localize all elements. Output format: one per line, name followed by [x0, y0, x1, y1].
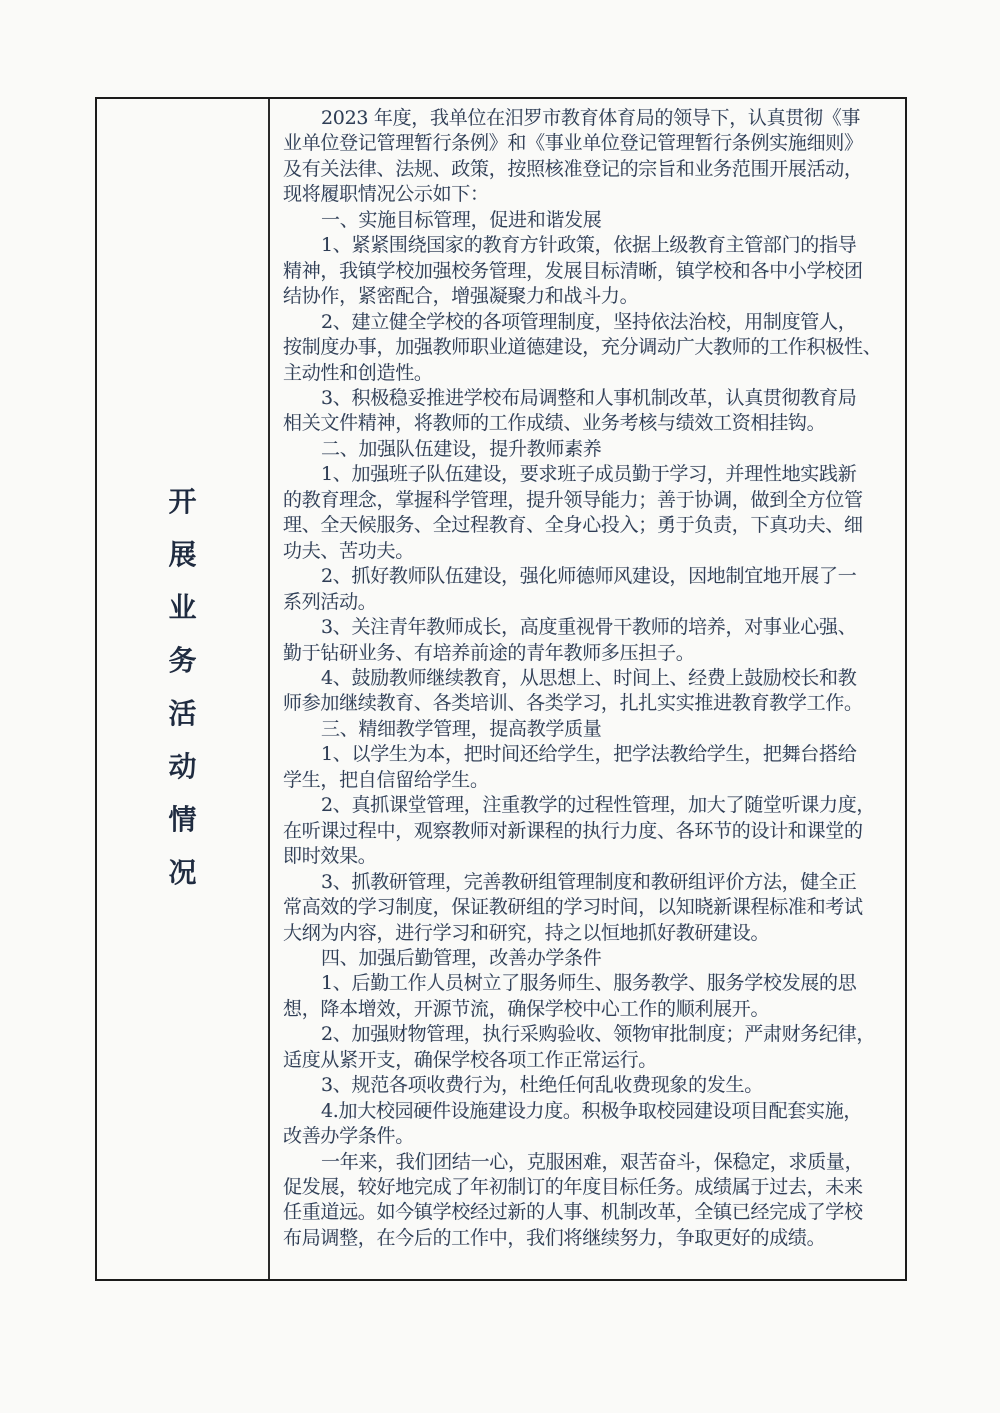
- text-line: 3、积极稳妥推进学校布局调整和人事机制改革，认真贯彻教育局: [321, 386, 857, 409]
- text-line: 改善办学条件。: [283, 1125, 414, 1148]
- text-line: 2、建立健全学校的各项管理制度，坚持依法治校，用制度管人，: [321, 310, 857, 333]
- text-line: 4、鼓励教师继续教育，从思想上、时间上、经费上鼓励校长和教: [321, 666, 857, 689]
- text-line: 1、加强班子队伍建设，要求班子成员勤于学习，并理性地实践新: [321, 463, 857, 486]
- form-table: [95, 97, 907, 1281]
- text-line: 想，降本增效，开源节流，确保学校中心工作的顺利展开。: [283, 997, 770, 1020]
- text-line: 适度从紧开支，确保学校各项工作正常运行。: [283, 1048, 658, 1071]
- text-line: 3、关注青年教师成长，高度重视骨干教师的培养，对事业心强、: [321, 616, 857, 639]
- text-line: 即时效果。: [283, 845, 377, 868]
- row-label-char: 动: [168, 749, 197, 783]
- row-label-char: 开: [168, 484, 197, 518]
- text-line: 1、以学生为本，把时间还给学生，把学法教给学生，把舞台搭给: [321, 743, 857, 766]
- text-line: 常高效的学习制度，保证教研组的学习时间，以知晓新课程标准和考试: [283, 896, 863, 919]
- text-line: 一年来，我们团结一心，克服困难，艰苦奋斗，保稳定，求质量，: [321, 1150, 864, 1173]
- text-line: 2、加强财物管理，执行采购验收、领物审批制度；严肃财务纪律，: [321, 1023, 876, 1046]
- text-line: 及有关法律、法规、政策，按照核准登记的宗旨和业务范围开展活动，: [283, 157, 863, 180]
- text-line: 结协作，紧密配合，增强凝聚力和战斗力。: [283, 285, 639, 308]
- text-line: 3、抓教研管理，完善教研组管理制度和教研组评价方法，健全正: [321, 870, 857, 893]
- text-line: 在听课过程中，观察教师对新课程的执行力度、各环节的设计和课堂的: [283, 819, 863, 842]
- row-label: [97, 99, 270, 1279]
- text-line: 一、实施目标管理，促进和谐发展: [321, 208, 602, 231]
- text-line: 的教育理念，掌握科学管理，提升领导能力；善于协调，做到全方位管: [283, 488, 863, 511]
- text-line: 4.加大校园硬件设施建设力度。积极争取校园建设项目配套实施，: [321, 1099, 863, 1122]
- text-line: 大纲为内容，进行学习和研究，持之以恒地抓好教研建设。: [283, 921, 770, 944]
- text-line: 促发展，较好地完成了年初制订的年度目标任务。成绩属于过去，未来: [283, 1176, 863, 1199]
- text-line: 三、精细教学管理，提高教学质量: [321, 717, 602, 740]
- text-line: 1、紧紧围绕国家的教育方针政策，依据上级教育主管部门的指导: [321, 234, 857, 257]
- text-line: 2023 年度，我单位在汨罗市教育体育局的领导下，认真贯彻《事: [321, 107, 861, 129]
- text-line: 二、加强队伍建设，提升教师素养: [321, 437, 602, 460]
- row-label-char: 活: [168, 696, 197, 730]
- text-line: 师参加继续教育、各类培训、各类学习，扎扎实实推进教育教学工作。: [283, 692, 863, 715]
- text-line: 业单位登记管理暂行条例》和《事业单位登记管理暂行条例实施细则》: [283, 132, 863, 155]
- report-text: [270, 99, 905, 1279]
- text-line: 2、真抓课堂管理，注重教学的过程性管理，加大了随堂听课力度，: [321, 794, 876, 817]
- text-line: 勤于钻研业务、有培养前途的青年教师多压担子。: [283, 641, 695, 664]
- text-line: 主动性和创造性。: [283, 361, 433, 384]
- text-line: 按制度办事，加强教师职业道德建设，充分调动广大教师的工作积极性、: [283, 336, 882, 359]
- row-label-char: 务: [168, 643, 197, 677]
- text-line: 功夫、苦功夫。: [283, 539, 414, 562]
- row-label-char: 况: [168, 855, 197, 889]
- text-line: 相关文件精神，将教师的工作成绩、业务考核与绩效工资相挂钩。: [283, 412, 826, 435]
- text-line: 任重道远。如今镇学校经过新的人事、机制改革，全镇已经完成了学校: [283, 1201, 863, 1224]
- text-line: 3、规范各项收费行为，杜绝任何乱收费现象的发生。: [321, 1074, 763, 1097]
- row-label-char: 展: [168, 537, 197, 571]
- text-line: 系列活动。: [283, 590, 377, 613]
- text-line: 布局调整，在今后的工作中，我们将继续努力，争取更好的成绩。: [283, 1226, 826, 1249]
- text-line: 精神，我镇学校加强校务管理，发展目标清晰，镇学校和各中小学校团: [283, 259, 863, 282]
- text-line: 理、全天候服务、全过程教育、全身心投入；勇于负责，下真功夫、细: [283, 514, 863, 537]
- row-label-char: 业: [168, 590, 197, 624]
- text-line: 现将履职情况公示如下：: [283, 183, 489, 206]
- text-line: 学生，把自信留给学生。: [283, 768, 489, 791]
- row-label-char: 情: [168, 802, 197, 836]
- text-line: 1、后勤工作人员树立了服务师生、服务教学、服务学校发展的思: [321, 972, 857, 995]
- text-line: 2、抓好教师队伍建设，强化师德师风建设，因地制宜地开展了一: [321, 565, 857, 588]
- text-line: 四、加强后勤管理，改善办学条件: [321, 946, 602, 969]
